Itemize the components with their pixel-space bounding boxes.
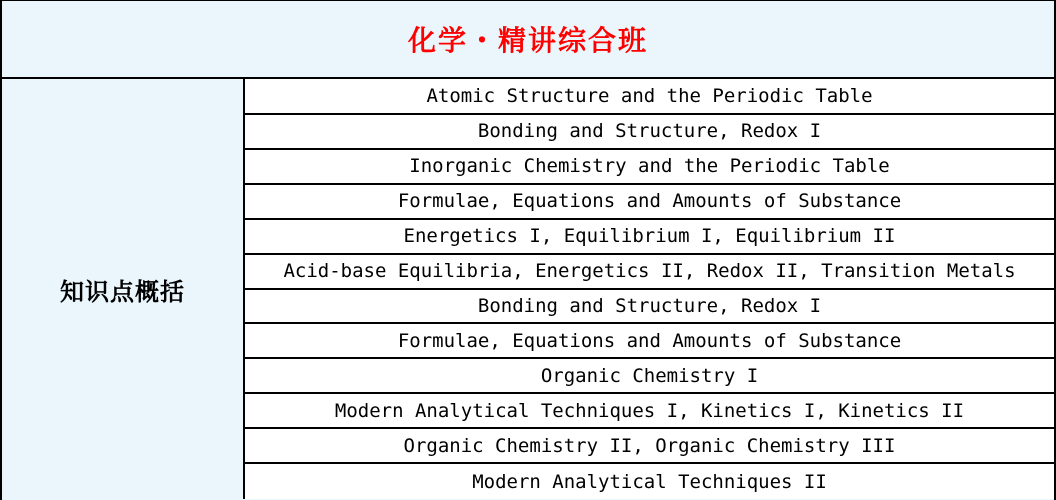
topic-row: Modern Analytical Techniques II bbox=[472, 470, 827, 493]
topic-row: Organic Chemistry I bbox=[245, 359, 1054, 394]
content-row bbox=[2, 79, 1054, 499]
category-label: 知识点概括 bbox=[60, 277, 185, 306]
topic-row: Formulae, Equations and Amounts of Substance bbox=[245, 324, 1054, 359]
course-title: 化学・精讲综合班 bbox=[407, 24, 648, 57]
title-row bbox=[2, 1, 1054, 79]
topic-list bbox=[245, 79, 1054, 499]
topic-row: Inorganic Chemistry and the Periodic Table bbox=[245, 150, 1054, 185]
topic-row: Atomic Structure and the Periodic Table bbox=[245, 79, 1054, 115]
topic-row: Modern Analytical Techniques I, Kinetics I, Kinetics II bbox=[245, 394, 1054, 429]
topic-row: Bonding and Structure, Redox I bbox=[245, 290, 1054, 325]
topic-row: Acid-base Equilibria, Energetics II, Redox II, Transition Metals bbox=[245, 255, 1054, 290]
topic-row: Bonding and Structure, Redox I bbox=[245, 115, 1054, 150]
topic-row: Organic Chemistry II, Organic Chemistry III bbox=[245, 429, 1054, 464]
topic-row: Energetics I, Equilibrium I, Equilibrium II bbox=[245, 220, 1054, 255]
topic-row: Formulae, Equations and Amounts of Substance bbox=[245, 185, 1054, 220]
category-cell bbox=[2, 79, 245, 499]
